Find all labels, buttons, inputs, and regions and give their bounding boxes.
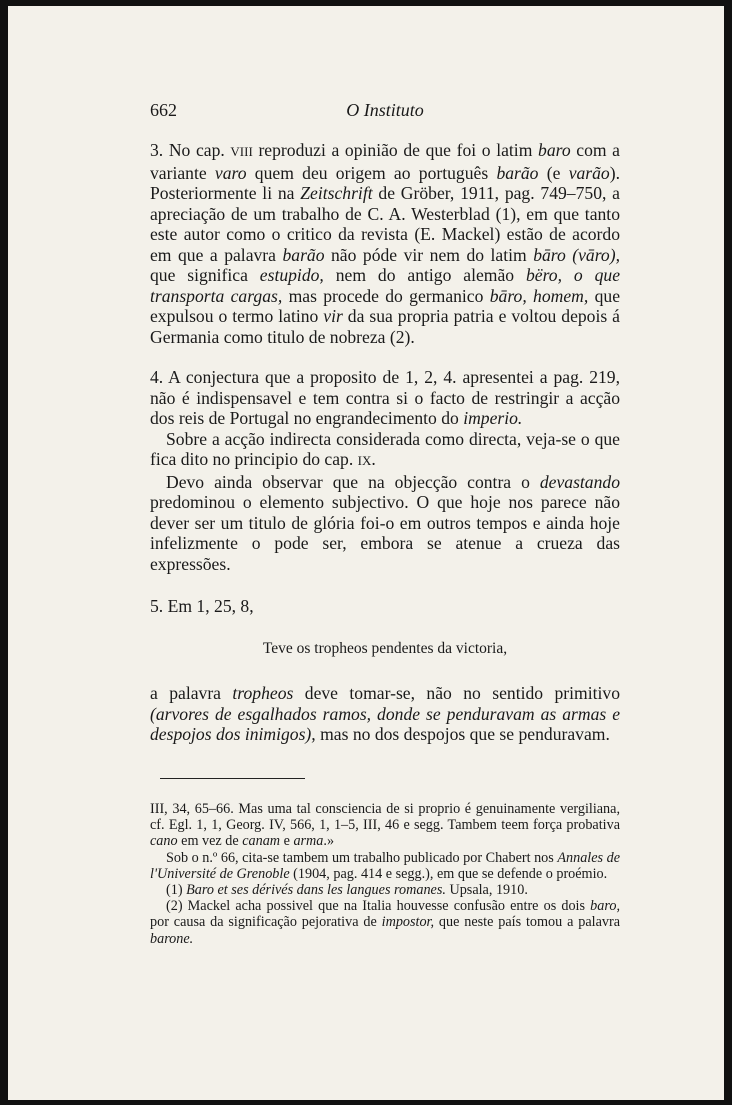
page-header — [150, 100, 620, 126]
footnote-1: (1) Baro et ses dérivés dans les langues romanes. Upsala, 1910. — [166, 882, 528, 899]
footnote-rule — [160, 778, 305, 779]
footnote-continuation-2: Sob o n.º 66, cita-se tambem um trabalho publicado por Chabert nos Annales de l'Université de Grenoble (1904, pag. 414 e segg.), em que se defende o proémio. — [150, 849, 620, 882]
main-text — [150, 140, 620, 745]
paragraph-section-5: a palavra tropheos deve tomar-se, não no sentido primitivo (arvores de esgalhados ramos, donde se penduravam as armas e despojos dos inimigos), mas no dos despojos que se penduravam. — [150, 683, 620, 744]
section-5-heading: 5. Em 1, 25, 8, — [150, 596, 254, 616]
page-number: 662 — [150, 100, 177, 120]
verse-quotation: Teve os tropheos pendentes da victoria, — [262, 639, 508, 657]
running-title: O Instituto — [346, 100, 424, 120]
chapter-numeral: VIII — [230, 144, 253, 159]
footnotes — [150, 801, 620, 947]
paragraph-section-4-b: Sobre a acção indirecta considerada como directa, veja-se o que fica dito no principio do cap. IX. — [150, 428, 620, 469]
paragraph-section-4: 4. A conjectura que a proposito de 1, 2, 4. apresentei a pag. 219, não é indispensavel e tem contra si o facto de restringir a acção dos reis de Portugal no engrandecimento do imperio. — [150, 367, 620, 428]
paragraph-section-4-c: Devo ainda observar que na objecção contra o devastando predominou o elemento subjectivo. O que hoje nos parece não dever ser um titulo de glória foi-o em outros tempos e ainda hoje infelizmente o pode ser, embora se atenue a crueza das expressões. — [150, 471, 620, 574]
book-page — [8, 6, 724, 1100]
footnote-2: (2) Mackel acha possivel que na Italia houvesse confusão entre os dois baro, por causa da significação pejorativa de impostor, que neste país tomou a palavra barone. — [150, 898, 621, 947]
paragraph-section-3: 3. No cap. VIII reproduzi a opinião de que foi o latim baro com a variante varo quem deu origem ao português barão (e varão). Posteriormente li na Zeitschrift de Gröber, 1911, pag. 749–750, a apreciação de um trabalho de C. A. Westerblad (1), em que tanto este autor como o critico da revista (E. Mackel) estão de acordo em que a palavra barão não póde vir nem do latim bāro (vāro), que significa estupido, nem do antigo alemão bëro, o que transporta cargas, mas procede do germanico bāro, homem, que expulsou o termo latino vir da sua propria patria e voltou depois á Germania como titulo de nobreza (2). — [150, 140, 621, 347]
footnote-continuation: III, 34, 65–66. Mas uma tal consciencia de si proprio é genuinamente vergiliana, cf. Egl. 1, 1, Georg. IV, 566, 1, 1–5, III, 46 e segg. Tambem teem força probativa cano em vez de canam e arma.» — [150, 801, 620, 850]
